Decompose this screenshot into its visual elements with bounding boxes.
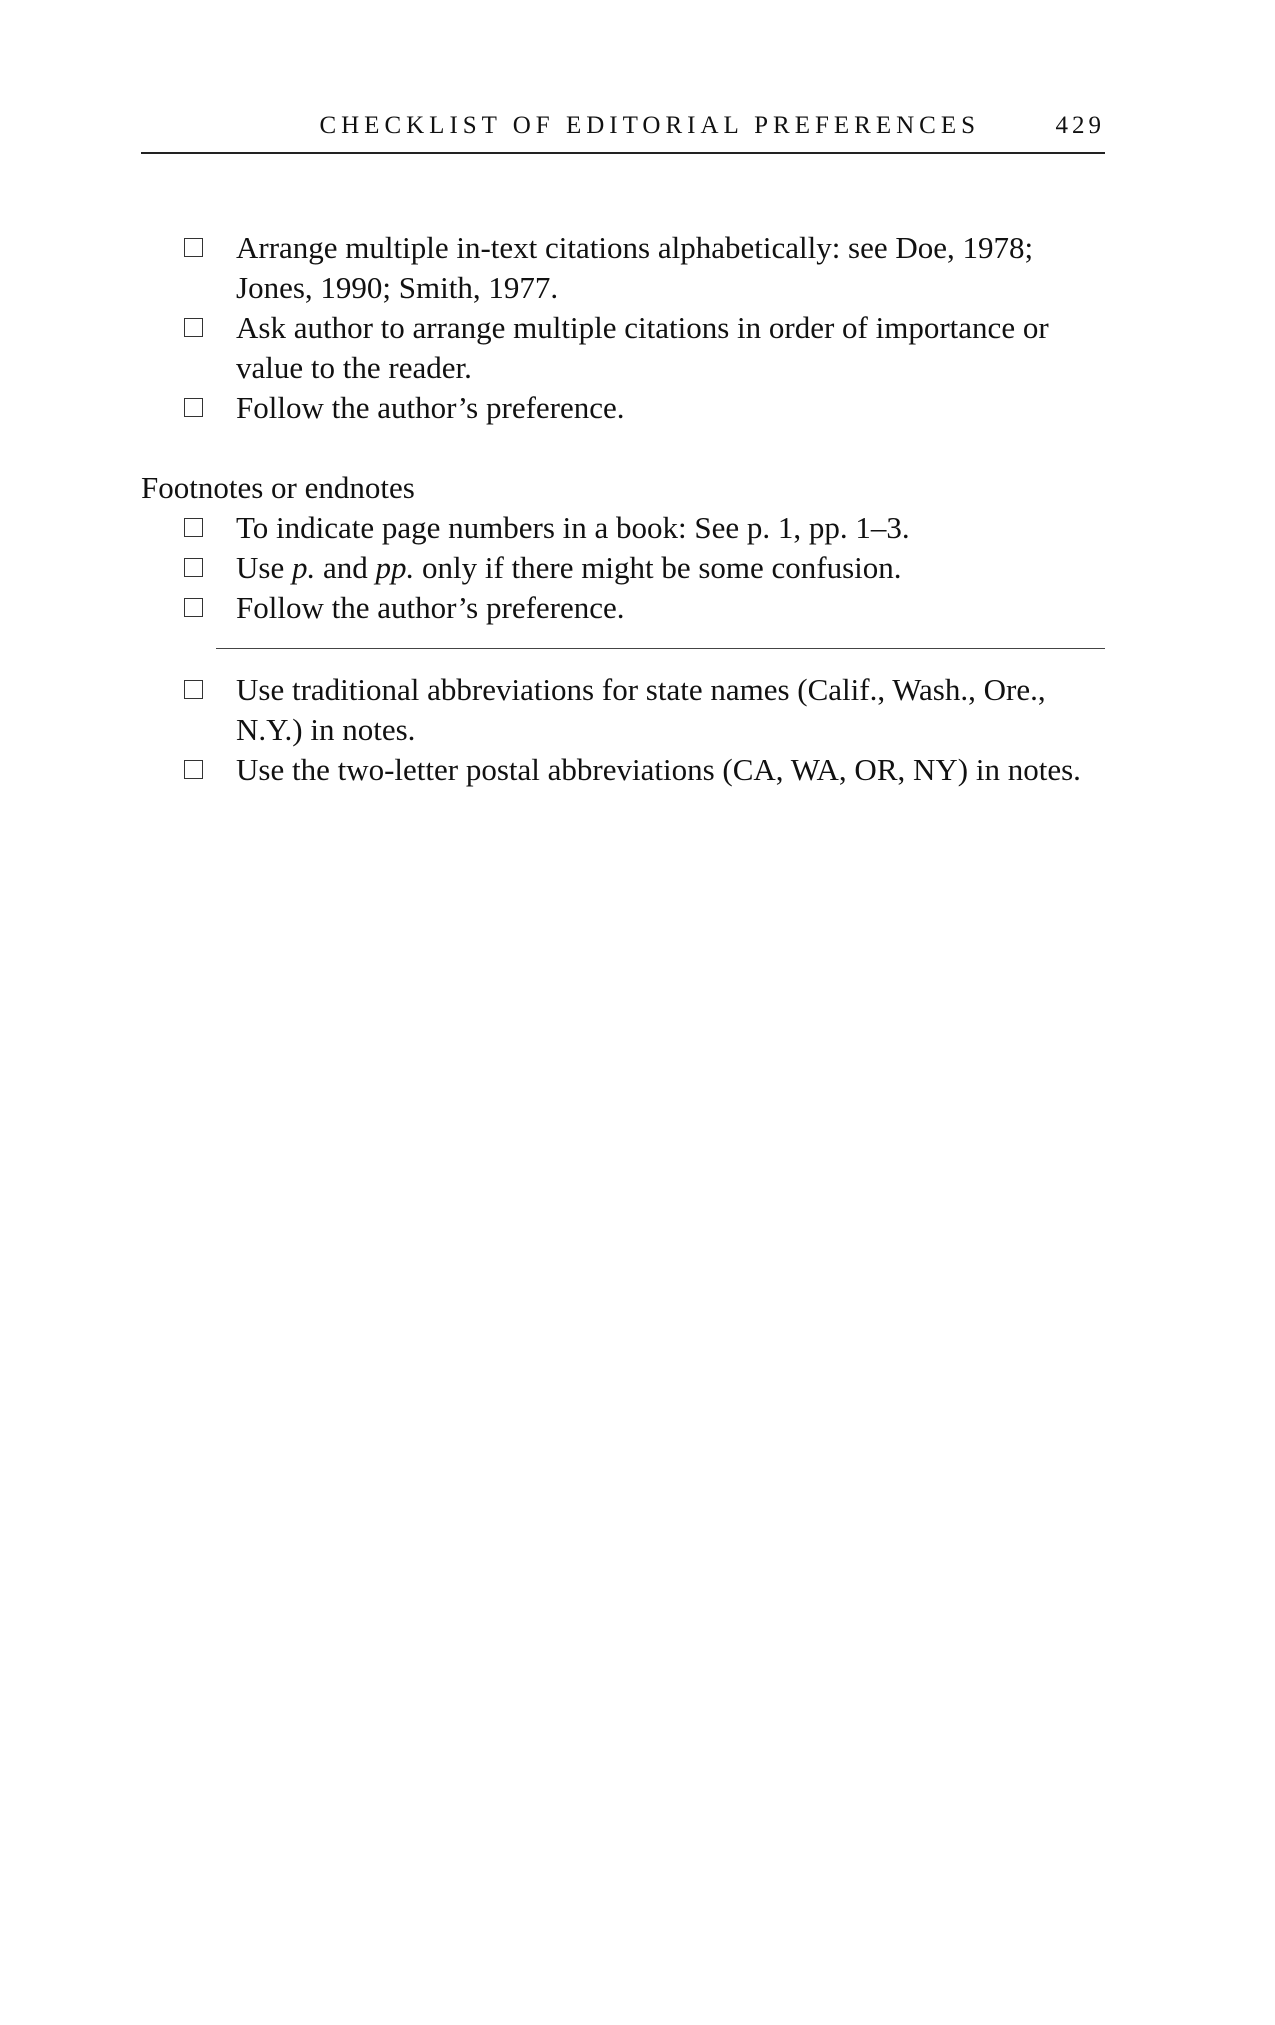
checkbox-icon[interactable] bbox=[184, 318, 203, 337]
checklist-item-text: Follow the author’s preference. bbox=[236, 390, 625, 425]
checklist-item-text: Follow the author’s preference. bbox=[236, 590, 625, 625]
section-divider bbox=[216, 648, 1105, 649]
citation-order-options bbox=[141, 228, 1105, 428]
checklist-item[interactable] bbox=[141, 308, 1105, 388]
page-number: 429 bbox=[1055, 112, 1105, 139]
italic-pp: pp. bbox=[375, 550, 415, 585]
checkbox-icon[interactable] bbox=[184, 598, 203, 617]
checkbox-icon[interactable] bbox=[184, 238, 203, 257]
text-segment: Use bbox=[236, 550, 292, 585]
checklist-item[interactable] bbox=[141, 388, 1105, 428]
checkbox-icon[interactable] bbox=[184, 760, 203, 779]
checklist-item[interactable] bbox=[141, 508, 1105, 548]
checkbox-icon[interactable] bbox=[184, 558, 203, 577]
footnotes-heading: Footnotes or endnotes bbox=[141, 470, 415, 505]
checklist-item-text bbox=[236, 548, 1105, 588]
checkbox-icon[interactable] bbox=[184, 518, 203, 537]
running-head-title: CHECKLIST OF EDITORIAL PREFERENCES bbox=[319, 112, 980, 139]
checklist-item[interactable] bbox=[141, 548, 1105, 588]
italic-p: p. bbox=[291, 550, 316, 585]
checkbox-icon[interactable] bbox=[184, 680, 203, 699]
checkbox-icon[interactable] bbox=[184, 398, 203, 417]
text-segment: and bbox=[315, 550, 376, 585]
checklist-item-text: Arrange multiple in-text citations alphabetically: see Doe, 1978; Jones, 1990; Smith, 1977. bbox=[236, 230, 1034, 305]
checklist-item-text: To indicate page numbers in a book: See p. 1, pp. 1–3. bbox=[236, 510, 910, 545]
checklist-item[interactable] bbox=[141, 670, 1105, 750]
checklist-item[interactable] bbox=[141, 228, 1105, 308]
checklist-item-text: Use the two-letter postal abbreviations (CA, WA, OR, NY) in notes. bbox=[236, 752, 1081, 787]
checklist-item-text: Use traditional abbreviations for state names (Calif., Wash., Ore., N.Y.) in notes. bbox=[236, 672, 1046, 747]
footnote-page-options bbox=[141, 508, 1105, 628]
checklist-item[interactable] bbox=[141, 588, 1105, 628]
running-head bbox=[141, 108, 1105, 148]
checklist-item[interactable] bbox=[141, 750, 1105, 790]
checklist-content bbox=[141, 228, 1105, 790]
text-segment: only if there might be some confusion. bbox=[414, 550, 902, 585]
checklist-item-text: Ask author to arrange multiple citations in order of importance or value to the reader. bbox=[236, 310, 1049, 385]
header-rule bbox=[141, 152, 1105, 154]
state-abbreviation-options bbox=[141, 670, 1105, 790]
